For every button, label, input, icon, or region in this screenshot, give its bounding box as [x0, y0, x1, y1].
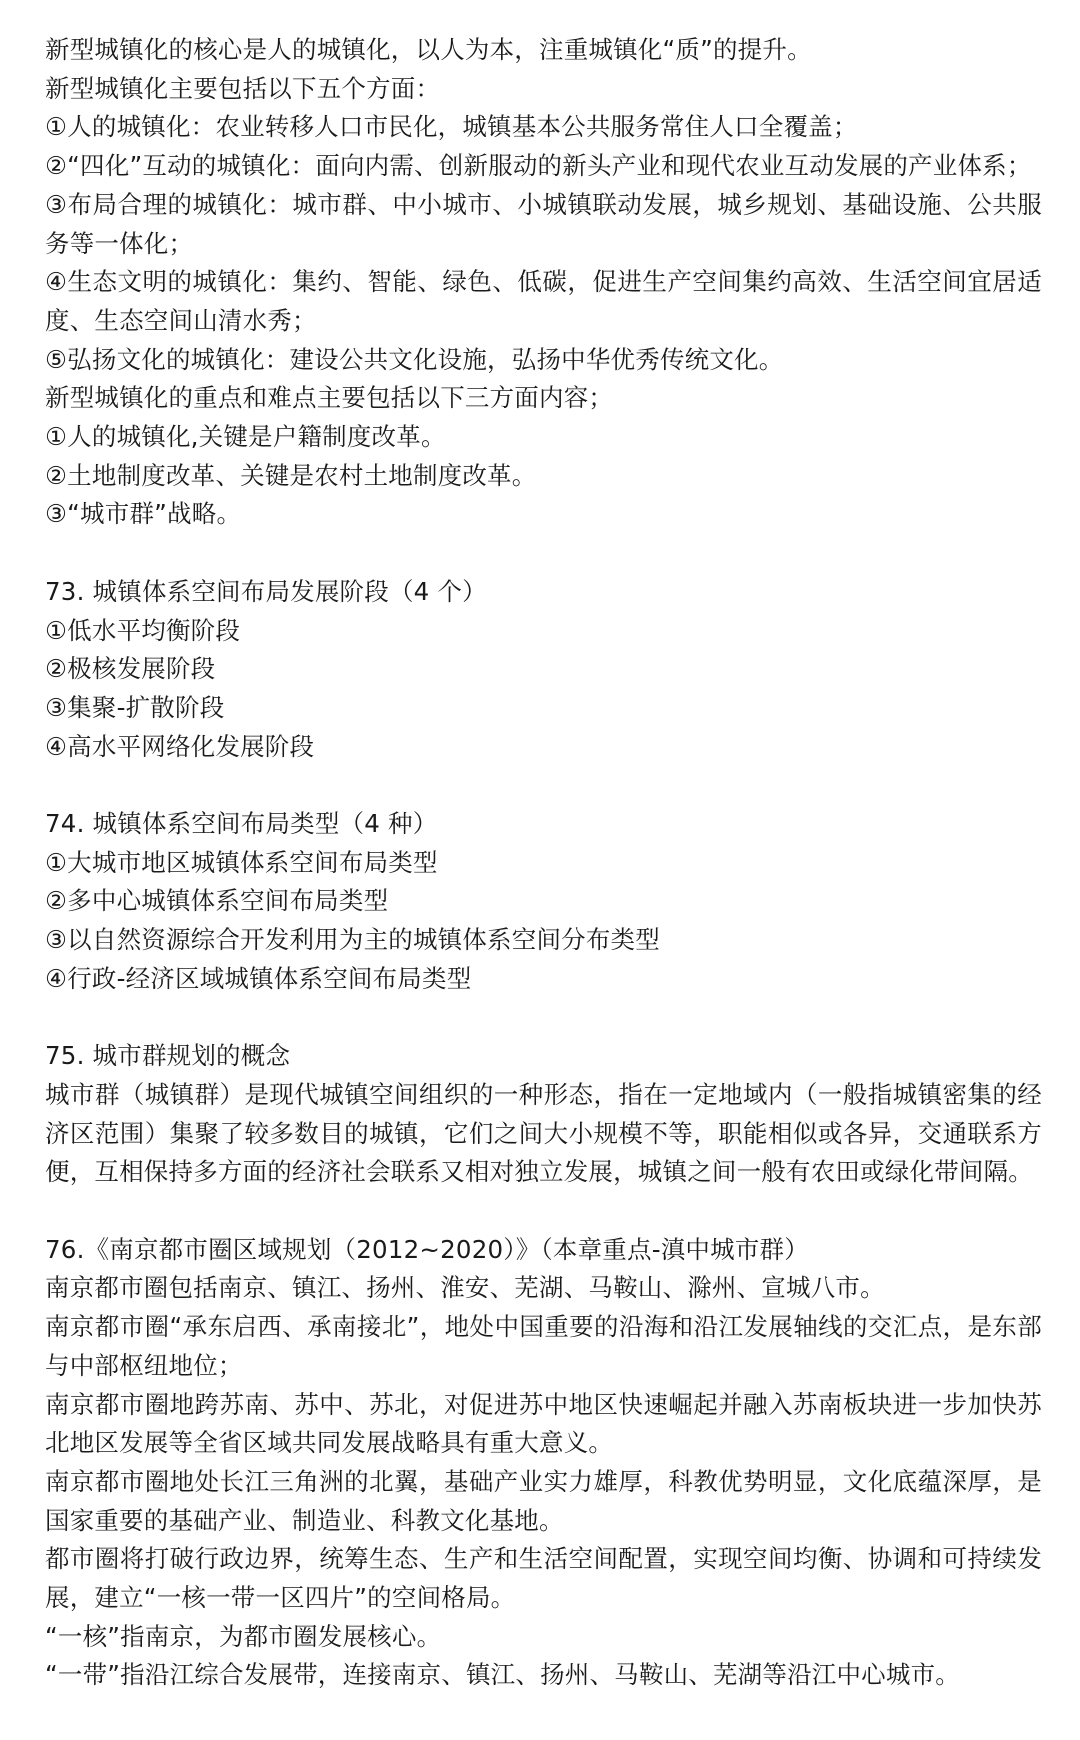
section-heading: 76.《南京都市圈区域规划（2012~2020）》（本章重点-滇中城市群）: [45, 1234, 809, 1264]
list-item: ③集聚-扩散阶段: [45, 692, 225, 722]
list-item: ①低水平均衡阶段: [45, 615, 241, 645]
paragraph: 都市圈将打破行政边界，统筹生态、生产和生活空间配置，实现空间均衡、协调和可持续发展，建立“一核一带一区四片”的空间格局。: [45, 1544, 1042, 1613]
section-74: [45, 805, 1042, 999]
paragraph: 南京都市圈地处长江三角洲的北翼，基础产业实力雄厚，科教优势明显，文化底蕴深厚，是国家重要的基础产业、制造业、科教文化基地。: [45, 1466, 1042, 1535]
list-item: ③以自然资源综合开发利用为主的城镇体系空间分布类型: [45, 925, 660, 955]
list-item: ②极核发展阶段: [45, 654, 216, 684]
paragraph: “一带”指沿江综合发展带，连接南京、镇江、扬州、马鞍山、芜湖等沿江中心城市。: [45, 1660, 960, 1690]
list-item: ⑤弘扬文化的城镇化：建设公共文化设施，弘扬中华优秀传统文化。: [45, 344, 784, 374]
paragraph: 南京都市圈地跨苏南、苏中、苏北，对促进苏中地区快速崛起并融入苏南板块进一步加快苏北地区发展等全省区域共同发展战略具有重大意义。: [45, 1389, 1042, 1458]
paragraph: “一核”指南京，为都市圈发展核心。: [45, 1621, 442, 1651]
section-76: [45, 1231, 1042, 1695]
text-line: 新型城镇化主要包括以下五个方面：: [45, 73, 441, 103]
list-item: ④生态文明的城镇化：集约、智能、绿色、低碳，促进生产空间集约高效、生活空间宜居适度、生态空间山清水秀；: [45, 267, 1042, 335]
paragraph: 南京都市圈“承东启西、承南接北”，地处中国重要的沿海和沿江发展轴线的交汇点，是东部与中部枢纽地位；: [45, 1312, 1042, 1380]
list-item: ①人的城镇化,关键是户籍制度改革。: [45, 422, 446, 452]
list-item: ③“城市群”战略。: [45, 499, 242, 529]
section-heading: 73. 城镇体系空间布局发展阶段（4 个）: [45, 576, 487, 606]
list-item: ①人的城镇化：农业转移人口市民化，城镇基本公共服务常住人口全覆盖；: [45, 112, 858, 142]
section-heading: 75. 城市群规划的概念: [45, 1041, 291, 1071]
list-item: ③布局合理的城镇化：城市群、中小城市、小城镇联动发展，城乡规划、基础设施、公共服务等一体化；: [45, 189, 1042, 258]
section-73: [45, 573, 1042, 767]
list-item: ④高水平网络化发展阶段: [45, 731, 315, 761]
text-line: 新型城镇化的核心是人的城镇化，以人为本，注重城镇化“质”的提升。: [45, 35, 812, 64]
intro-block: [45, 31, 1042, 534]
list-item: ④行政-经济区域城镇体系空间布局类型: [45, 963, 472, 993]
list-item: ②“四化”互动的城镇化：面向内需、创新服动的新头产业和现代农业互动发展的产业体系；: [45, 151, 1032, 181]
list-item: ②多中心城镇体系空间布局类型: [45, 886, 389, 916]
section-75: [45, 1037, 1042, 1192]
list-item: ②土地制度改革、关键是农村土地制度改革。: [45, 460, 537, 490]
paragraph: 南京都市圈包括南京、镇江、扬州、淮安、芜湖、马鞍山、滁州、宣城八市。: [45, 1273, 885, 1303]
section-heading: 74. 城镇体系空间布局类型（4 种）: [45, 809, 438, 839]
text-line: 新型城镇化的重点和难点主要包括以下三方面内容；: [45, 383, 614, 413]
paragraph: 城市群（城镇群）是现代城镇空间组织的一种形态，指在一定地域内（一般指城镇密集的经济区范围）集聚了较多数目的城镇，它们之间大小规模不等，职能相似或各异，交通联系方便，互相保持多方面的经济社会联系又相对独立发展，城镇之间一般有农田或绿化带间隔。: [45, 1079, 1042, 1187]
list-item: ①大城市地区城镇体系空间布局类型: [45, 847, 438, 877]
